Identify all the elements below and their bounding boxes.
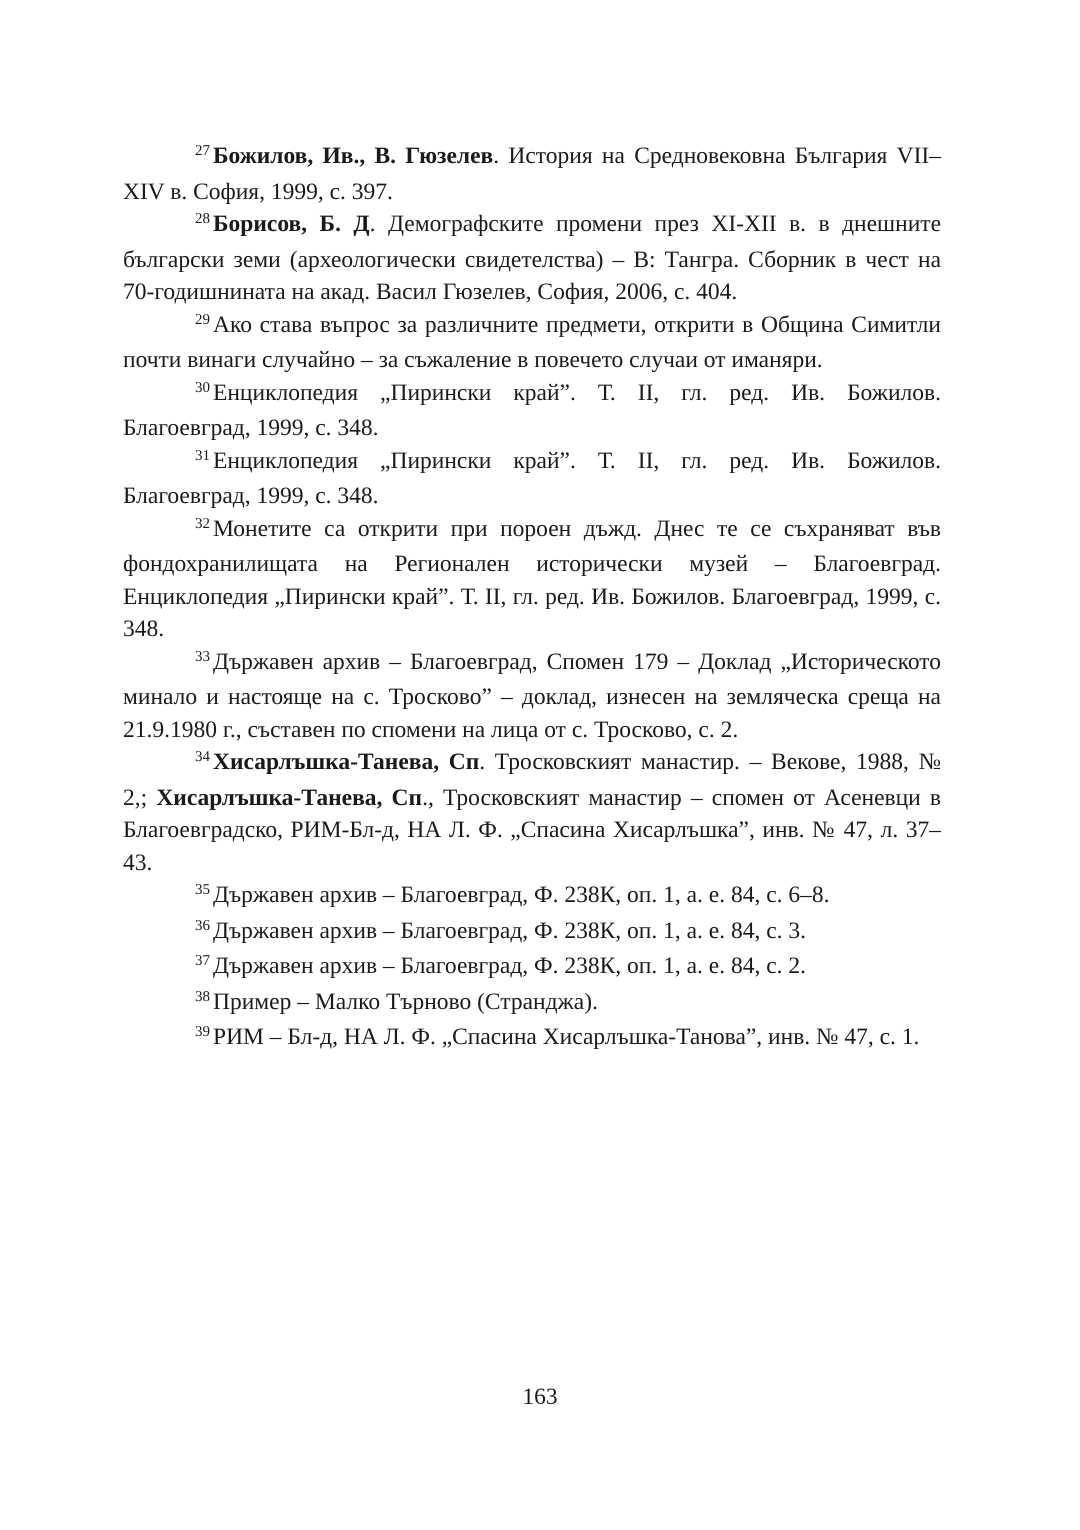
footnote-number: 32 [195, 515, 210, 532]
page-number: 163 [522, 1384, 558, 1410]
footnote-author-second: Хисарлъшка-Танева, Сп [156, 784, 423, 811]
footnotes-block [123, 140, 941, 1057]
footnote-text: . Тросковският манастир. – Векове, 1988, № 2,; [123, 749, 941, 811]
footnote-text: Държавен архив – Благоевград, Спомен 179 – Доклад „Историческото минало и настояще на с. Тросково” – доклад, изнесен на земляческа среща на 21.9.1980 г., съставен по спомени на лица от с. Тросково, с. 2. [123, 648, 941, 743]
footnote-31 [123, 445, 941, 513]
footnote-number: 38 [195, 988, 210, 1005]
footnote-text: Държавен архив – Благоевград, Ф. 238К, оп. 1, а. е. 84, с. 2. [213, 953, 807, 979]
footnote-37 [123, 950, 941, 986]
footnote-text: . История на Средновековна България VII–XIV в. София, 1999, с. 397. [123, 143, 942, 205]
footnote-28 [123, 208, 941, 309]
footnote-30 [123, 377, 941, 445]
footnote-number: 35 [195, 882, 210, 898]
footnote-author: Борисов, Б. Д [213, 211, 370, 237]
footnote-39 [123, 1021, 941, 1057]
footnote-text: Енциклопедия „Пирински край”. Т. II, гл. ред. Ив. Божилов. Благоевград, 1999, с. 348. [123, 379, 941, 441]
footnote-number: 37 [195, 953, 210, 969]
footnote-32 [123, 513, 941, 646]
footnote-27 [123, 140, 941, 208]
footnote-author: Хисарлъшка-Танева, Сп [213, 749, 480, 775]
footnote-text: Монетите са открити при пороен дъжд. Днес те се съхраняват във фондохранилищата на Регионален исторически музей – Благоевград. Енциклопедия „Пирински край”. Т. II, гл. ред. Ив. Божилов. Благоевград, 1999, с. 348. [123, 515, 941, 642]
footnote-text: Пример – Малко Търново (Странджа). [213, 988, 598, 1015]
footnote-number: 28 [195, 211, 210, 227]
footnote-29 [123, 309, 941, 377]
footnote-text: Ако става въпрос за различните предмети, открити в Община Симитли почти винаги случайно – за съжаление в повечето случаи от иманяри. [123, 311, 941, 373]
footnote-34 [123, 746, 941, 879]
footnote-38 [123, 986, 941, 1022]
footnote-number: 30 [195, 379, 210, 396]
footnote-text: Държавен архив – Благоевград, Ф. 238К, оп. 1, а. е. 84, с. 3. [213, 917, 807, 944]
footnote-text: РИМ – Бл-д, НА Л. Ф. „Спасина Хисарлъшка-Танова”, инв. № 47, с. 1. [213, 1024, 920, 1050]
footnote-number: 29 [195, 311, 210, 328]
footnote-35 [123, 879, 941, 915]
footnote-number: 31 [195, 447, 210, 464]
footnote-text: . Демографските промени през XI-XII в. в днешните български земи (археологически свидетелства) – В: Тангра. Сборник в чест на 70-годишнината на акад. Васил Гюзелев, София, 2006, с. 404. [123, 211, 942, 305]
footnote-number: 34 [195, 749, 210, 765]
footnote-text-second: ., Тросковският манастир – спомен от Асеневци в Благоевградско, РИМ-Бл-д, НА Л. Ф. „Спасина Хисарлъшка”, инв. № 47, л. 37–43. [123, 784, 941, 876]
footnote-number: 27 [195, 143, 210, 159]
footnote-text: Енциклопедия „Пирински край”. Т. II, гл. ред. Ив. Божилов. Благоевград, 1999, с. 348. [123, 447, 941, 509]
footnote-author: Божилов, Ив., В. Гюзелев [213, 143, 494, 169]
footnote-number: 33 [195, 648, 210, 665]
footnote-text: Държавен архив – Благоевград, Ф. 238К, оп. 1, а. е. 84, с. 6–8. [213, 882, 830, 908]
footnote-36 [123, 915, 941, 951]
footnote-number: 39 [195, 1024, 210, 1040]
footnote-33 [123, 646, 941, 747]
footnote-number: 36 [195, 917, 210, 934]
